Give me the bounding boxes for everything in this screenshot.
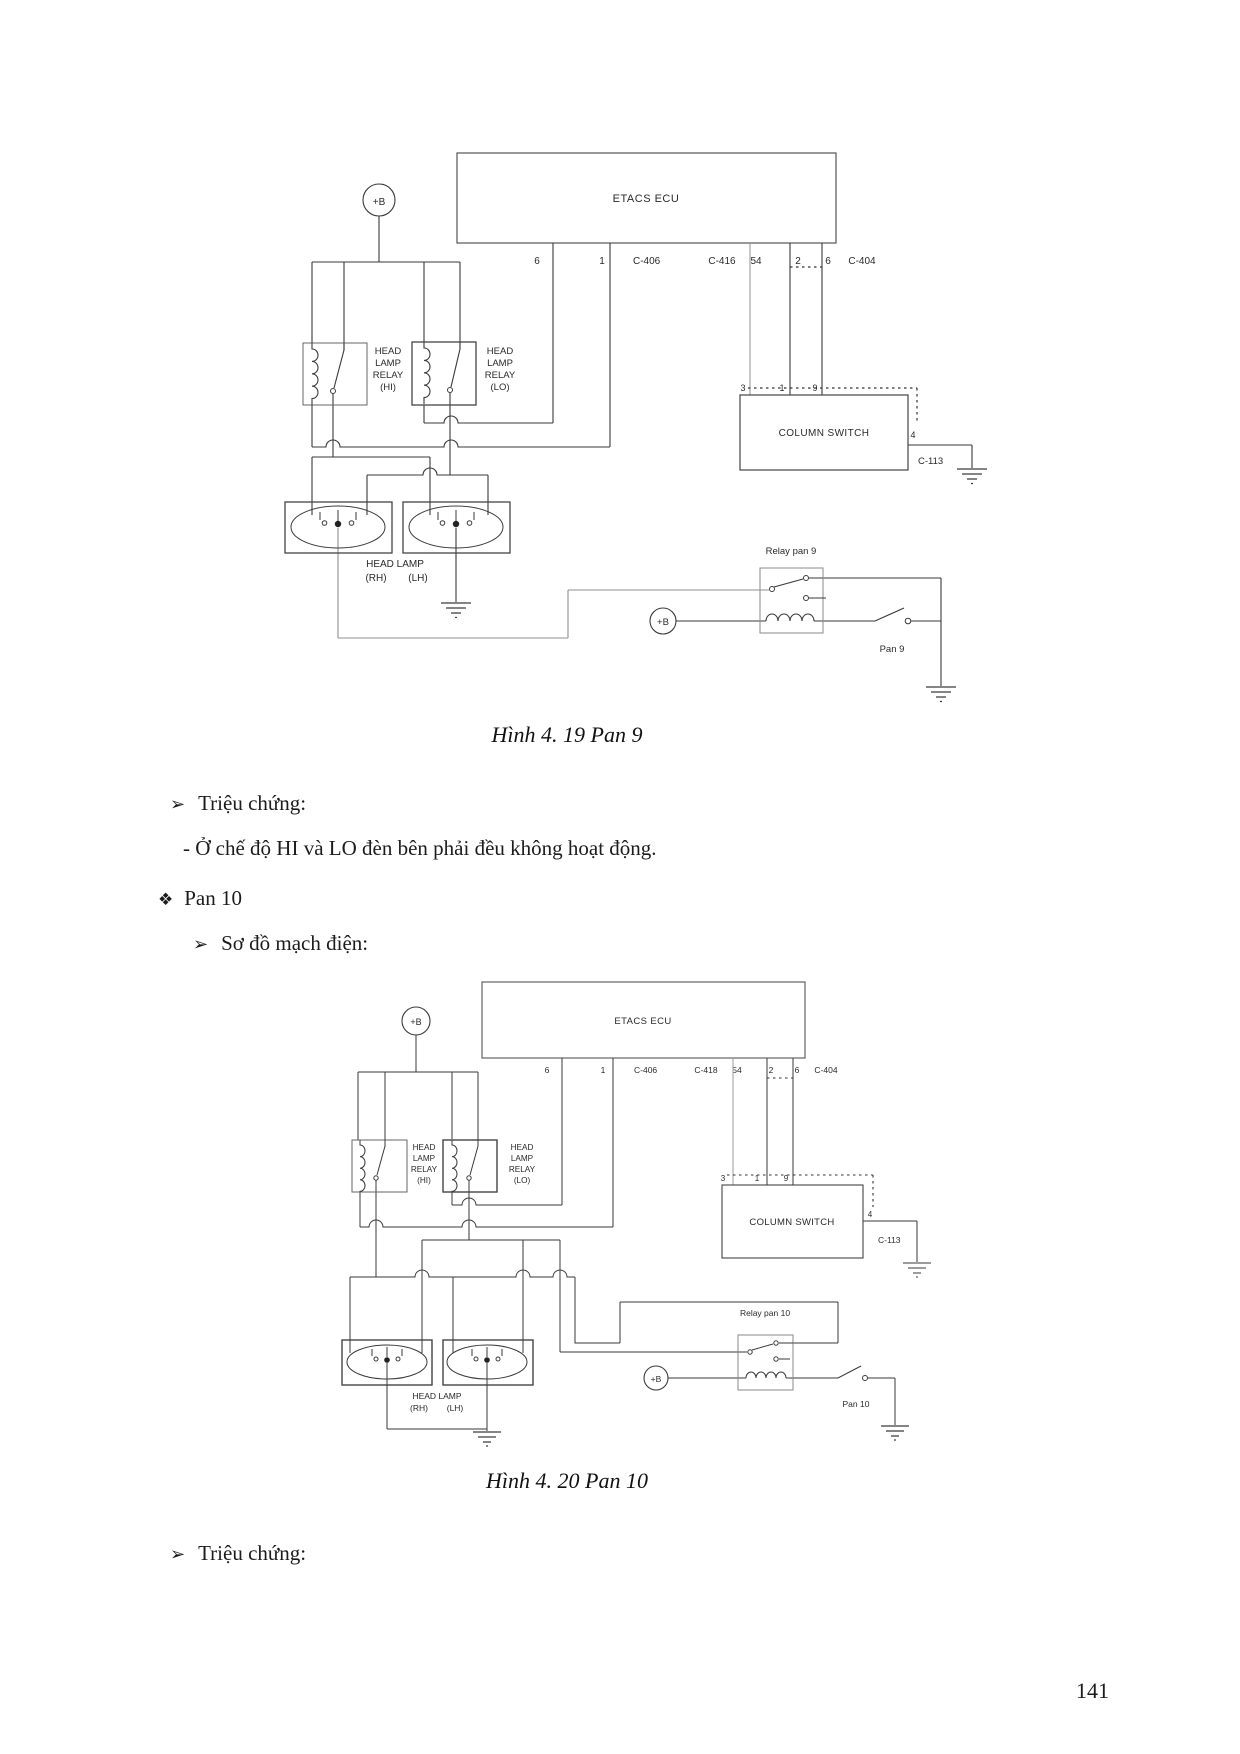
headlamp-rh-label: (RH) [410, 1403, 428, 1413]
cs-pin-label: 4 [867, 1210, 873, 1219]
headlamp-lh [443, 1340, 533, 1385]
connector-label-c113: C-113 [878, 1235, 901, 1245]
pin-label: 2 [768, 1065, 774, 1075]
relay-pan-label: Relay pan 10 [739, 1308, 791, 1318]
headlamp-title: HEAD LAMP [366, 559, 424, 570]
headlamp-title: HEAD LAMP [412, 1391, 462, 1401]
ground-icon [881, 1426, 909, 1440]
symptom2-heading [170, 1541, 306, 1566]
connector-label-c113: C-113 [918, 456, 944, 467]
connector-label: C-418 [694, 1065, 718, 1075]
headlamp-lh-label: (LH) [408, 573, 428, 584]
bulb-contact-icon [484, 1357, 490, 1363]
pin-label: 6 [794, 1065, 800, 1075]
relay-coil-icon [312, 343, 318, 405]
relay-coil-icon [766, 614, 814, 621]
ground-icon [473, 1432, 501, 1446]
battery-label: +B [650, 1374, 662, 1384]
ground-icon [903, 1263, 931, 1277]
pan-switch-label: Pan 9 [879, 644, 905, 655]
pin-label: 6 [534, 256, 540, 267]
cs-pin-label: 9 [812, 383, 818, 393]
figure-circuit-pan9 [0, 130, 1240, 710]
circuit-heading [193, 931, 368, 956]
relay-hi-label: RELAY [372, 370, 404, 381]
relay-coil-icon [452, 1140, 457, 1192]
battery-icon [402, 1007, 430, 1035]
pan9-switch [880, 618, 911, 655]
headlamp-relay-hi [303, 343, 404, 405]
figure-circuit-pan10 [0, 975, 1240, 1455]
diamond-bullet-icon: ❖ [158, 890, 174, 909]
battery-label: +B [372, 197, 386, 208]
relay-lo-label: LAMP [510, 1154, 534, 1163]
pin-label: 54 [750, 256, 762, 267]
arrow-bullet-icon: ➢ [170, 794, 186, 814]
arrow-bullet-icon: ➢ [170, 1544, 186, 1564]
wiring [312, 216, 972, 686]
relay-pan10-box [738, 1308, 793, 1390]
ecu-pin-labels [534, 256, 876, 267]
relay-pan-label: Relay pan 9 [765, 546, 817, 557]
etacs-ecu-label: ETACS ECU [612, 193, 680, 205]
relay-lo-label: LAMP [487, 358, 513, 369]
headlamp-labels [365, 559, 427, 584]
ground-icon [926, 687, 956, 702]
connector-label: C-404 [848, 256, 876, 267]
cs-pin-label: 3 [720, 1174, 726, 1183]
headlamp-relay-lo [412, 342, 516, 405]
relay-hi-label: HEAD [374, 346, 402, 357]
battery-label: +B [657, 617, 669, 628]
battery-label: +B [410, 1017, 422, 1027]
cs-pin-label: 4 [910, 430, 916, 440]
relay-lo-label: HEAD [486, 346, 514, 357]
cs-pin-label: 1 [754, 1174, 760, 1183]
pan-switch-label: Pan 10 [842, 1399, 870, 1409]
relay-hi-label: (HI) [417, 1176, 431, 1185]
pin-label: 2 [795, 256, 801, 267]
relay-hi-label: RELAY [410, 1165, 438, 1174]
battery-icon [363, 184, 395, 216]
circuit-title: Sơ đồ mạch điện: [221, 931, 369, 955]
ground-icon [957, 469, 987, 484]
battery-icon-2 [644, 1366, 668, 1390]
relay-hi-label: LAMP [375, 358, 401, 369]
etacs-ecu-box [482, 982, 805, 1058]
relay-pan9-box [760, 546, 826, 633]
symptom1-detail: - Ở chế độ HI và LO đèn bên phải đều không hoạt động. [183, 836, 657, 860]
pin-label: 1 [600, 1065, 606, 1075]
figure2-caption: Hình 4. 20 Pan 10 [486, 1468, 648, 1493]
battery-icon-2 [650, 608, 676, 634]
headlamp-rh-label: (RH) [365, 573, 387, 584]
headlamp-relay-hi [352, 1140, 438, 1192]
arrow-bullet-icon: ➢ [193, 934, 209, 954]
cs-pin-label: 3 [740, 383, 746, 393]
symptom1-title: Triệu chứng: [198, 791, 307, 815]
relay-hi-label: LAMP [412, 1154, 436, 1163]
relay-lo-label: RELAY [484, 370, 516, 381]
etacs-ecu-box [457, 153, 836, 243]
pan10-title: Pan 10 [184, 886, 242, 910]
pan10-heading [158, 886, 242, 911]
headlamp-labels [410, 1391, 463, 1413]
figure1-caption: Hình 4. 19 Pan 9 [491, 722, 643, 747]
relay-hi-label: HEAD [412, 1143, 436, 1152]
cs-pin-label: 9 [783, 1174, 789, 1183]
cs-pin-label: 1 [779, 383, 785, 393]
connector-label: C-406 [634, 1065, 658, 1075]
relay-lo-label: (LO) [513, 1176, 531, 1185]
relay-coil-icon [360, 1140, 365, 1192]
bulb-contact-icon [453, 521, 459, 527]
wiring [350, 1035, 917, 1431]
column-switch-label: COLUMN SWITCH [749, 1217, 835, 1228]
bulb-contact-icon [384, 1357, 390, 1363]
page-number: 141 [1076, 1678, 1109, 1703]
relay-lo-label: RELAY [508, 1165, 536, 1174]
dotted-links [748, 267, 917, 424]
relay-coil-icon [746, 1372, 786, 1378]
ecu-pin-labels [545, 1065, 838, 1075]
pin-label: 6 [825, 256, 831, 267]
pin-label: 6 [544, 1065, 550, 1075]
connector-label: C-406 [633, 256, 661, 267]
connector-label: C-404 [814, 1065, 838, 1075]
symptom2-title: Triệu chứng: [198, 1541, 307, 1565]
pan10-switch [843, 1376, 870, 1410]
dotted-links [727, 1078, 873, 1207]
bulb-contact-icon [335, 521, 341, 527]
pin-label: 54 [732, 1065, 742, 1075]
headlamp-relay-lo [443, 1140, 536, 1192]
relay-lo-label: HEAD [510, 1143, 534, 1152]
etacs-ecu-label: ETACS ECU [614, 1016, 672, 1027]
symptom1-heading [170, 791, 306, 816]
relay-hi-label: (HI) [380, 382, 396, 393]
headlamp-lh-label: (LH) [446, 1403, 464, 1413]
connector-label: C-416 [708, 256, 736, 267]
column-switch-label: COLUMN SWITCH [778, 428, 870, 439]
pin-label: 1 [599, 256, 605, 267]
ground-icon [441, 603, 471, 618]
relay-coil-icon [424, 342, 430, 404]
column-switch-box [740, 383, 943, 470]
column-switch-box [721, 1174, 901, 1258]
relay-lo-label: (LO) [490, 382, 510, 393]
